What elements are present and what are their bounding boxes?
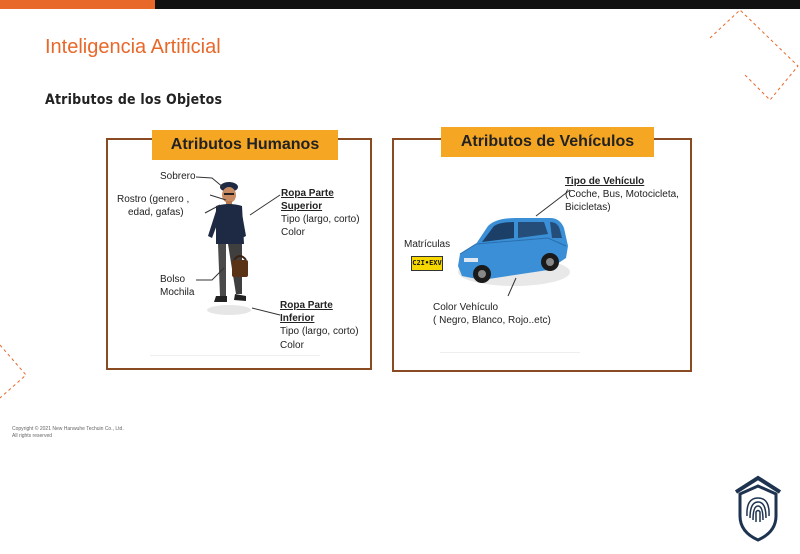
human-panel-title: Atributos Humanos	[152, 130, 338, 160]
shield-fingerprint-icon	[728, 474, 788, 544]
label-color-detail: ( Negro, Blanco, Rojo..etc)	[433, 315, 551, 326]
label-color-title: Color Vehículo	[433, 302, 499, 313]
copyright-text	[12, 426, 124, 440]
page-title: Inteligencia Artificial	[45, 36, 221, 58]
vehicle-panel-title: Atributos de Vehículos	[441, 127, 654, 157]
label-upper-title-line2: Superior	[281, 201, 323, 212]
copyright-line1: Copyright © 2021 New Hanwuhe Techuin Co., Ltd.	[12, 426, 124, 432]
label-lower-detail-line2: Color	[280, 340, 304, 351]
label-upper-detail-line1: Tipo (largo, corto)	[281, 214, 360, 225]
label-face-line1: Rostro (genero ,	[117, 194, 190, 205]
decorative-diamond-left	[0, 340, 30, 400]
label-plates: Matrículas	[404, 239, 451, 250]
section-subtitle: Atributos de los Objetos	[45, 92, 223, 108]
label-lower-title-line2: Inferior	[280, 313, 315, 324]
divider	[150, 355, 320, 356]
label-upper-title-line1: Ropa Parte	[281, 188, 334, 199]
label-vehicle-type-detail-line2: Bicicletas)	[565, 202, 611, 213]
copyright-line2: All rights reserved	[12, 433, 53, 439]
decorative-diamond-top-right	[700, 8, 800, 104]
label-upper-detail-line2: Color	[281, 227, 305, 238]
label-lower-title-line1: Ropa Parte	[280, 300, 333, 311]
label-lower-detail-line1: Tipo (largo, corto)	[280, 326, 359, 337]
vehicle-pointer-lines	[390, 150, 690, 370]
label-bag-line1: Bolso	[160, 274, 186, 285]
label-vehicle-type-detail-line1: (Coche, Bus, Motocicleta,	[565, 189, 679, 200]
license-plate-text: C2I•EXV	[412, 259, 442, 267]
label-hat: Sobrero	[160, 171, 196, 182]
divider	[440, 352, 580, 353]
label-bag-line2: Mochila	[160, 287, 195, 298]
label-face-line2: edad, gafas)	[128, 207, 184, 218]
top-bar-accent	[0, 0, 155, 9]
label-vehicle-type-title: Tipo de Vehículo	[565, 176, 645, 187]
